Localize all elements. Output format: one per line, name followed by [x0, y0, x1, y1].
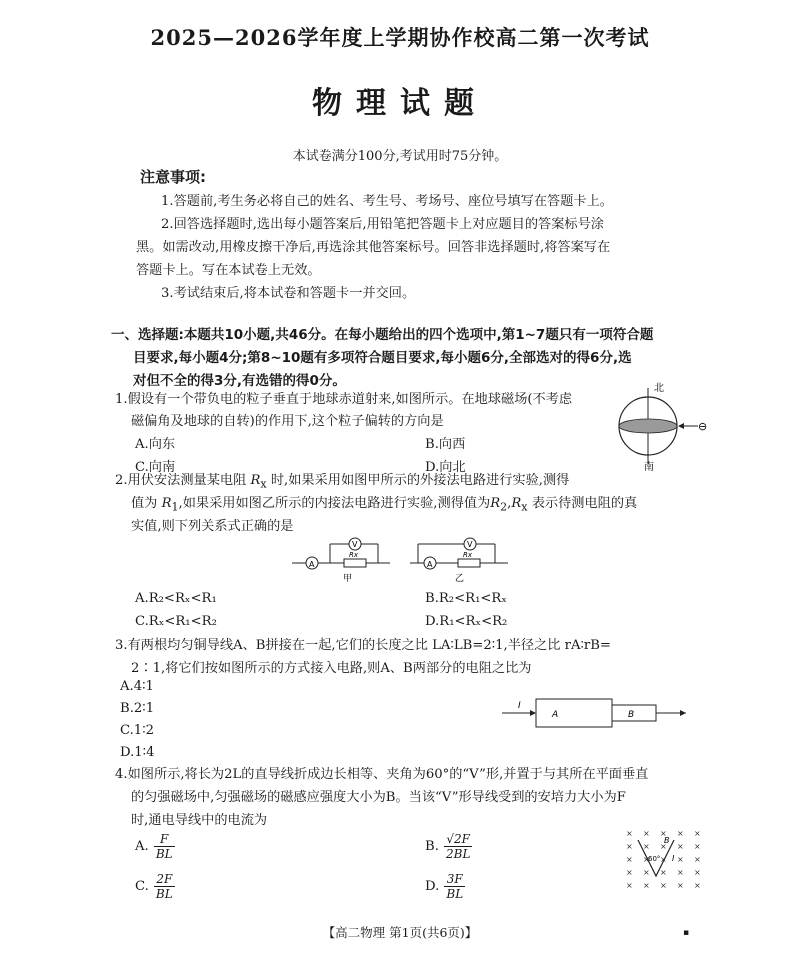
field-cross-icon: ×: [694, 855, 701, 864]
section-instructions-2: 目要求,每小题4分;第8~10题有多项符合题目要求,每小题6分,全部选对的得6分,选: [133, 350, 632, 366]
section-instructions-1: 一、选择题:本题共10小题,共46分。在每小题给出的四个选项中,第1~7题只有一项符合题: [111, 327, 654, 343]
q2-r2-sub: 2: [500, 500, 508, 514]
voltmeter-label: V: [467, 540, 473, 549]
q4-option-d-fraction: [444, 872, 465, 901]
notice-item-2-cont: 黑。如需改动,用橡皮擦干净后,再选涂其他答案标号。回答非选择题时,将答案写在: [136, 240, 611, 255]
fraction-numerator: F: [154, 832, 175, 847]
q2-stem-3: 实值,则下列关系式正确的是: [131, 519, 294, 534]
field-cross-icon: ×: [677, 868, 684, 877]
subject-title: 物理试题: [312, 86, 488, 121]
field-cross-icon: ×: [694, 829, 701, 838]
q4-option-b-fraction: [444, 832, 472, 861]
q1-option-d: D.向北: [425, 460, 466, 475]
label-yi: 乙: [455, 574, 465, 584]
q3-option-b: B.2∶1: [120, 701, 155, 716]
north-label: 北: [654, 383, 664, 394]
notice-item-1: 1.答题前,考生务必将自己的姓名、考生号、考场号、座位号填写在答题卡上。: [161, 194, 613, 209]
q1-stem-1: 1.假设有一个带负电的粒子垂直于地球赤道射来,如图所示。在地球磁场(不考虑: [115, 392, 573, 407]
q1-option-b: B.向西: [425, 437, 466, 452]
q2-rx: R: [250, 473, 261, 488]
q2-option-c: C.Rₓ<R₁<R₂: [135, 614, 217, 629]
q4-option-c-fraction: [154, 872, 175, 901]
fraction-numerator: 2F: [154, 872, 175, 887]
section-instructions-3: 对但不全的得3分,有选错的得0分。: [133, 373, 346, 389]
page-footer: 【高二物理 第1页(共6页)】: [322, 925, 478, 940]
fraction-denominator: BL: [446, 887, 464, 901]
q2-text: 值为: [131, 496, 158, 511]
resistor-label: Rx: [349, 551, 359, 559]
q2-r2: R: [490, 496, 501, 511]
q2-r1-sub: 1: [171, 500, 179, 514]
q4-stem-1: 4.如图所示,将长为2L的直导线折成边长相等、夹角为60°的“V”形,并置于与其所在平面垂直: [115, 767, 649, 782]
q4-option-b: [425, 832, 472, 861]
fraction-denominator: 2BL: [445, 847, 471, 861]
q4-option-b-label: B.: [425, 839, 439, 854]
q4-stem-3: 时,通电导线中的电流为: [131, 813, 268, 828]
wire-part-b-label: B: [628, 710, 635, 720]
q2-stem-1: [115, 469, 569, 491]
q4-option-a: [135, 832, 175, 861]
fraction-numerator: 3F: [444, 872, 465, 887]
field-cross-icon: ×: [643, 829, 650, 838]
field-cross-icon: ×: [677, 855, 684, 864]
field-cross-icon: ×: [626, 868, 633, 877]
fraction-denominator: BL: [155, 847, 173, 861]
field-cross-icon: ×: [643, 842, 650, 851]
field-cross-icon: ×: [660, 881, 667, 890]
resistor-icon: [458, 559, 480, 567]
q2-stem-2: [131, 492, 637, 514]
field-cross-icon: ×: [626, 829, 633, 838]
q2-r1: R: [161, 496, 172, 511]
q4-option-d: [425, 872, 465, 901]
circuit-yi: [410, 538, 508, 584]
field-cross-icon: ×: [660, 855, 667, 864]
q1-stem-2: 磁偏角及地球的自转)的作用下,这个粒子偏转的方向是: [131, 414, 444, 429]
q2-text: 2.用伏安法测量某电阻: [115, 473, 247, 488]
q3-stem-1: 3.有两根均匀铜导线A、B拼接在一起,它们的长度之比 LA∶LB=2∶1,半径之比 rA∶rB=: [115, 638, 611, 653]
q3-option-c: C.1∶2: [120, 723, 155, 738]
angle-label: 60°: [648, 855, 661, 863]
fraction-numerator: √2F: [444, 832, 472, 847]
voltmeter-label: V: [352, 540, 358, 549]
q2-text: 时,如果采用如图甲所示的外接法电路进行实验,测得: [270, 473, 570, 488]
negative-particle-icon: ⊖: [698, 420, 708, 433]
q4-option-a-fraction: [154, 832, 175, 861]
q2-separator: ,: [507, 496, 512, 511]
q2-option-b: B.R₂<R₁<Rₓ: [425, 591, 507, 606]
current-label: I: [518, 701, 521, 711]
south-label: 南: [644, 462, 654, 473]
q3-option-d: D.1∶4: [120, 745, 155, 760]
q3-option-a: A.4∶1: [120, 679, 154, 694]
q1-option-a: A.向东: [135, 437, 176, 452]
current-arrow-icon: [530, 710, 536, 716]
field-label: B: [664, 836, 670, 845]
field-cross-icon: ×: [694, 842, 701, 851]
q4-option-d-label: D.: [425, 879, 440, 894]
field-cross-icon: ×: [694, 868, 701, 877]
corner-mark: ▪: [683, 928, 690, 938]
field-cross-icon: ×: [626, 842, 633, 851]
q2-option-a: A.R₂<Rₓ<R₁: [135, 591, 217, 606]
q4-stem-2: 的匀强磁场中,匀强磁场的磁感应强度大小为B。当该“V”形导线受到的安培力大小为F: [131, 790, 626, 805]
earth-equator: [619, 419, 677, 433]
wire-part-a-label: A: [552, 710, 559, 720]
q3-stem-2: 2∶1,将它们按如图所示的方式接入电路,则A、B两部分的电阻之比为: [131, 661, 532, 676]
fraction-denominator: BL: [155, 887, 173, 901]
ammeter-label: A: [309, 560, 315, 569]
particle-arrow: [678, 423, 684, 429]
field-cross-icon: ×: [694, 881, 701, 890]
field-cross-icon: ×: [643, 881, 650, 890]
q4-option-c-label: C.: [135, 879, 149, 894]
notice-heading: 注意事项:: [140, 168, 206, 186]
resistor-label: Rx: [463, 551, 473, 559]
q2-rx: R: [511, 496, 522, 511]
notice-item-2: 2.回答选择题时,选出每小题答案后,用铅笔把答题卡上对应题目的答案标号涂: [161, 217, 604, 232]
field-cross-icon: ×: [660, 842, 667, 851]
q4-option-c: [135, 872, 175, 901]
q2-option-d: D.R₁<Rₓ<R₂: [425, 614, 508, 629]
current-label: I: [672, 854, 675, 863]
wire-part-a: [536, 699, 612, 727]
notice-item-3: 3.考试结束后,将本试卷和答题卡一并交回。: [161, 286, 416, 301]
q2-text: ,如果采用如图乙所示的内接法电路进行实验,测得值为: [178, 496, 491, 511]
notice-item-2-end: 答题卡上。写在本试卷上无效。: [136, 263, 321, 278]
q2-rx-sub: x: [260, 477, 267, 491]
field-cross-icon: ×: [626, 855, 633, 864]
field-cross-icon: ×: [626, 881, 633, 890]
resistor-icon: [344, 559, 366, 567]
q4-option-a-label: A.: [135, 839, 149, 854]
current-arrow-icon: [680, 710, 686, 716]
q3-wire-figure: [500, 693, 690, 733]
field-cross-icon: ×: [643, 868, 650, 877]
label-jia: 甲: [343, 574, 353, 584]
ammeter-label: A: [427, 560, 433, 569]
q1-earth-figure: [612, 378, 722, 474]
q1-option-c: C.向南: [135, 460, 176, 475]
q2-circuit-figure: [290, 532, 520, 590]
field-cross-icon: ×: [643, 855, 650, 864]
exam-title: 2025—2026学年度上学期协作校高二第一次考试: [150, 25, 650, 50]
field-cross-icon: ×: [677, 842, 684, 851]
q2-rx-sub: x: [521, 500, 528, 514]
q4-magnetic-field-figure: [620, 826, 710, 896]
exam-info: 本试卷满分100分,考试用时75分钟。: [292, 149, 508, 164]
field-cross-icon: ×: [677, 829, 684, 838]
field-cross-icon: ×: [677, 881, 684, 890]
field-cross-icon: ×: [660, 829, 667, 838]
field-cross-icon: ×: [660, 868, 667, 877]
circuit-jia: [292, 538, 390, 584]
q2-text: 表示待测电阻的真: [531, 496, 638, 511]
